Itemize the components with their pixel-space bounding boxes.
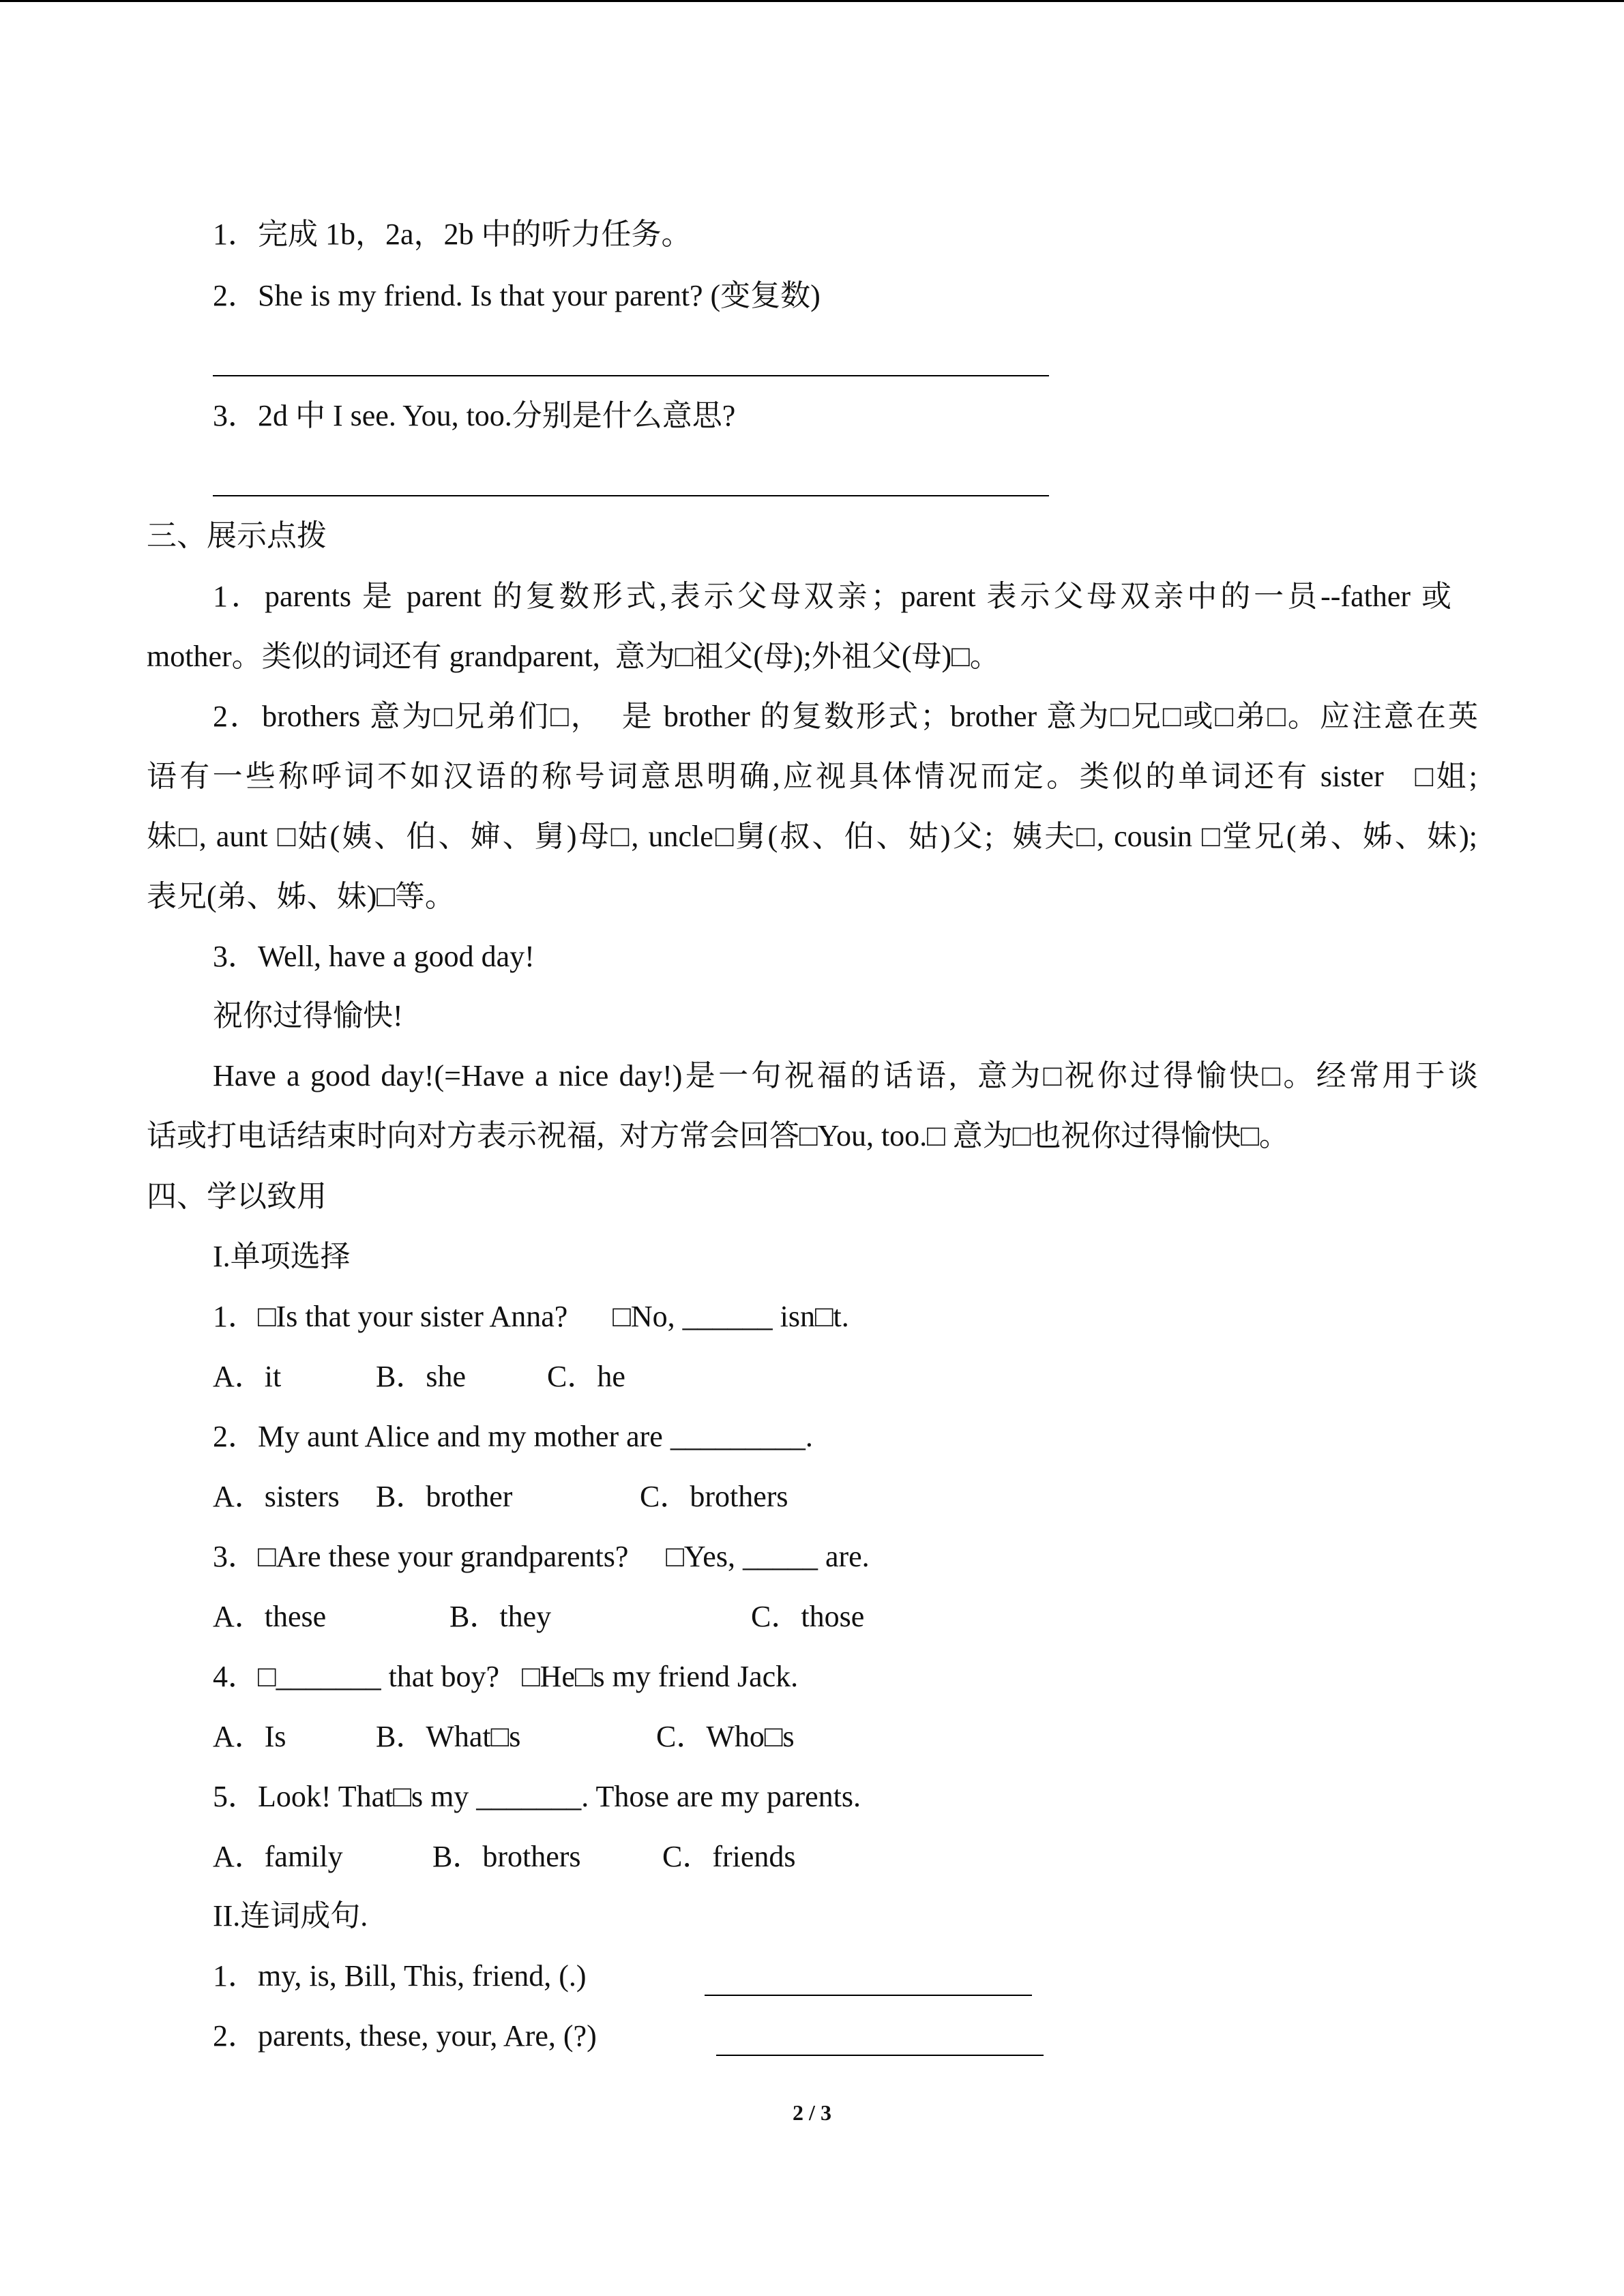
part-1-title: I.单项选择 bbox=[213, 1240, 351, 1273]
section-heading-3: 三、展示点拨 bbox=[147, 519, 327, 552]
mc-4-option-c[interactable]: C．Who□s bbox=[656, 1720, 795, 1753]
answer-line-2[interactable] bbox=[213, 375, 1049, 376]
mc-4-option-b[interactable]: B．What□s bbox=[376, 1720, 521, 1753]
mc-5-option-c[interactable]: C．friends bbox=[662, 1840, 796, 1873]
part-2-title: II.连词成句. bbox=[213, 1899, 368, 1933]
mc-2-option-c[interactable]: C．brothers bbox=[640, 1480, 788, 1513]
mc-5-option-b[interactable]: B．brothers bbox=[432, 1840, 581, 1873]
task-item-3: 3．2d 中 I see. You, too.分别是什么意思? bbox=[213, 399, 736, 432]
task-item-2: 2．She is my friend. Is that your parent? (变复数) bbox=[213, 279, 821, 312]
note-3-line-2: 祝你过得愉快! bbox=[213, 999, 403, 1032]
note-2-line-4: 表兄(弟、姊、妹)□等。 bbox=[147, 880, 455, 913]
sentence-question-2: 2．parents, these, your, Are, (?) bbox=[213, 2019, 597, 2053]
note-2-line-2: 语有一些称呼词不如汉语的称号词意思明确,应视具体情况而定。类似的单词还有 sister □姐; bbox=[147, 760, 1477, 793]
mc-1-option-a[interactable]: A．it bbox=[213, 1360, 282, 1393]
mc-2-option-b[interactable]: B．brother bbox=[376, 1480, 513, 1513]
mc-3-option-a[interactable]: A．these bbox=[213, 1600, 327, 1633]
mc-3-option-c[interactable]: C．those bbox=[751, 1600, 865, 1633]
mc-question-3: 3．□Are these your grandparents? □Yes, _____ are. bbox=[213, 1540, 870, 1573]
mc-4-option-a[interactable]: A．Is bbox=[213, 1720, 286, 1753]
mc-2-option-a[interactable]: A．sisters bbox=[213, 1480, 340, 1513]
note-1-line-2: mother。类似的词还有 grandparent, 意为□祖父(母);外祖父(母)□。 bbox=[147, 640, 1000, 673]
note-3-line-4: 话或打电话结束时向对方表示祝福, 对方常会回答□You, too.□ 意为□也祝你过得愉快□。 bbox=[147, 1119, 1289, 1152]
mc-3-option-b[interactable]: B．they bbox=[449, 1600, 552, 1633]
mc-1-option-b[interactable]: B．she bbox=[376, 1360, 466, 1393]
sentence-question-1: 1．my, is, Bill, This, friend, (.) bbox=[213, 1959, 587, 1993]
note-3-line-3: Have a good day!(=Have a nice day!)是一句祝福的话语, 意为□祝你过得愉快□。经常用于谈 bbox=[213, 1059, 1478, 1092]
sentence-answer-line-2[interactable] bbox=[716, 2055, 1044, 2056]
mc-question-1: 1．□Is that your sister Anna? □No, ______ isn□t. bbox=[213, 1300, 849, 1333]
mc-5-option-a[interactable]: A．family bbox=[213, 1840, 343, 1873]
task-item-1: 1．完成 1b，2a，2b 中的听力任务。 bbox=[213, 218, 692, 251]
page-number: 2 / 3 bbox=[793, 2100, 831, 2125]
mc-question-2: 2．My aunt Alice and my mother are _________. bbox=[213, 1420, 813, 1453]
sentence-answer-line-1[interactable] bbox=[705, 1995, 1032, 1996]
mc-1-option-c[interactable]: C．he bbox=[547, 1360, 625, 1393]
section-heading-4: 四、学以致用 bbox=[147, 1180, 327, 1213]
note-2-line-1: 2．brothers 意为□兄弟们□， 是 brother 的复数形式；brother 意为□兄□或□弟□。应注意在英 bbox=[213, 700, 1478, 733]
note-1-line-1: 1．parents 是 parent 的复数形式,表示父母双亲；parent 表示父母双亲中的一员--father 或 bbox=[213, 580, 1451, 613]
page-top-border bbox=[0, 0, 1624, 2]
note-3-line-1: 3．Well, have a good day! bbox=[213, 940, 535, 973]
mc-question-5: 5．Look! That□s my _______. Those are my parents. bbox=[213, 1780, 861, 1813]
answer-line-3[interactable] bbox=[213, 495, 1049, 496]
note-2-line-3: 妹□, aunt □姑(姨、伯、婶、舅)母□, uncle□舅(叔、伯、姑)父; 姨夫□, cousin □堂兄(弟、姊、妹); bbox=[147, 820, 1477, 853]
mc-question-4: 4．□_______ that boy? □He□s my friend Jack. bbox=[213, 1660, 799, 1693]
